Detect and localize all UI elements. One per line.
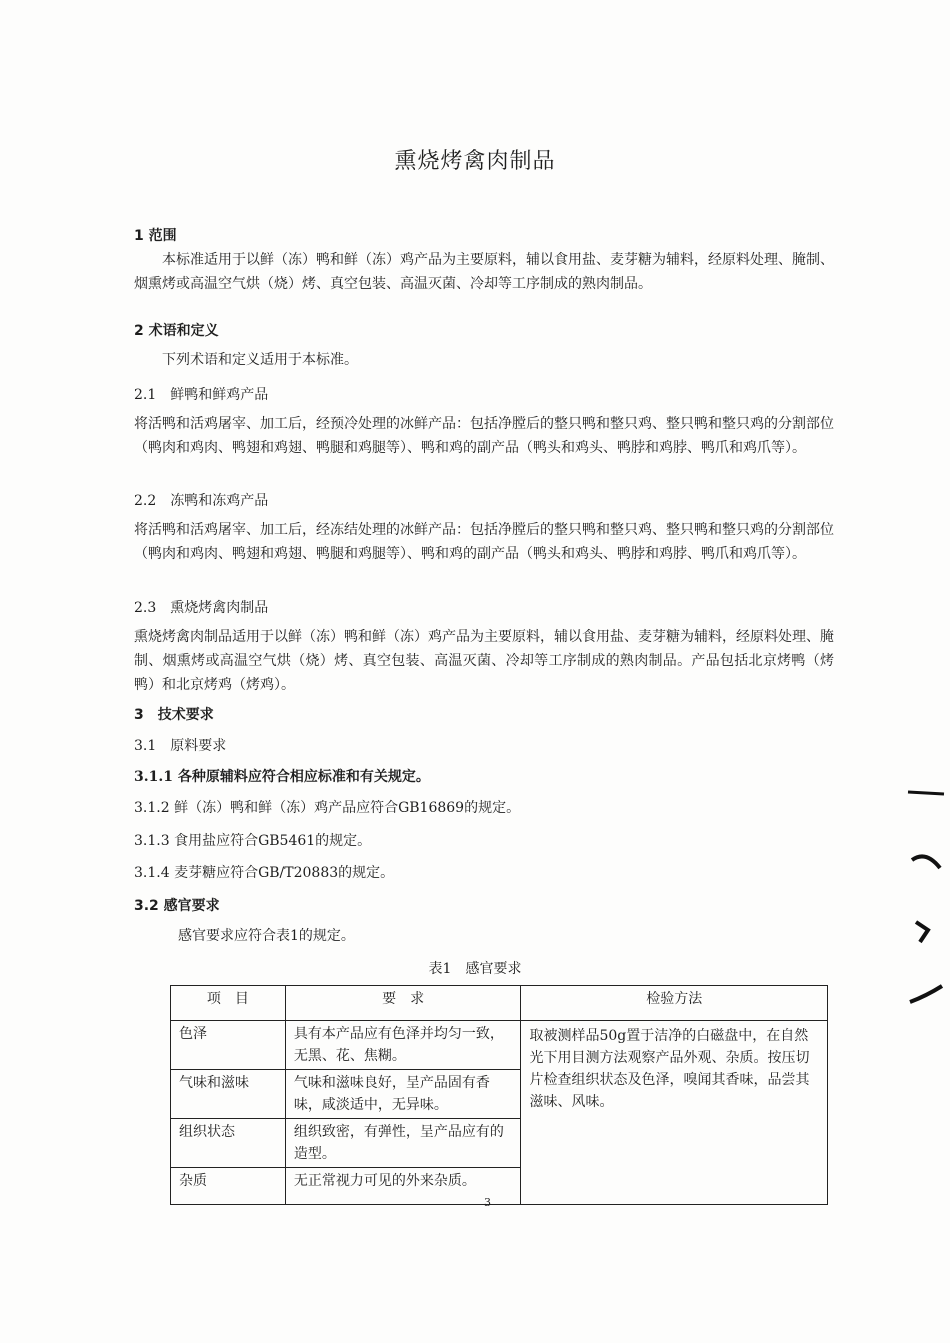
- section-2-2-text: 将活鸭和活鸡屠宰、加工后，经冻结处理的冰鲜产品：包括净膛后的整只鸭和整只鸡、整只鸭和整只鸡的分割部位（鸭肉和鸡肉、鸭翅和鸡翅、鸭腿和鸡腿等）、鸭和鸡的副产品（鸭头和鸡头、鸭脖和鸡脖、鸭爪和鸡爪等）。: [134, 522, 834, 562]
- header-method: 检验方法: [521, 986, 828, 1021]
- section-3-1-3: 3.1.3 食用盐应符合GB5461的规定。: [134, 833, 372, 849]
- row-requirement: 无正常视力可见的外来杂质。: [285, 1168, 521, 1205]
- header-item: 项 目: [171, 986, 286, 1021]
- row-item: 气味和滋味: [171, 1070, 286, 1119]
- section-2-3-heading: 2.3 熏烧烤禽肉制品: [134, 600, 269, 616]
- document-title: 熏烧烤禽肉制品: [394, 149, 556, 174]
- scan-edge-artifact: [906, 520, 946, 1020]
- section-3-1-heading: 3.1 原料要求: [134, 738, 227, 754]
- section-3-2-heading: 3.2 感官要求: [134, 898, 220, 914]
- table-row: [171, 1021, 828, 1070]
- sensory-requirements-table: [170, 985, 828, 1205]
- header-requirement: 要 求: [285, 986, 521, 1021]
- section-1-text-content: 本标准适用于以鲜（冻）鸭和鲜（冻）鸡产品为主要原料，辅以食用盐、麦芽糖为辅料，经原料处理、腌制、烟熏烤或高温空气烘（烧）烤、真空包装、高温灭菌、冷却等工序制成的熟肉制品。: [134, 252, 834, 292]
- table-caption: 表1 感官要求: [428, 961, 522, 977]
- section-1-text: [134, 248, 834, 296]
- row-requirement: 组织致密，有弹性，呈产品应有的造型。: [285, 1119, 521, 1168]
- row-item: 杂质: [171, 1168, 286, 1205]
- row-requirement: 气味和滋味良好，呈产品固有香味，咸淡适中，无异味。: [285, 1070, 521, 1119]
- row-requirement: 具有本产品应有色泽并均匀一致，无黑、花、焦糊。: [285, 1021, 521, 1070]
- row-item: 组织状态: [171, 1119, 286, 1168]
- section-2-intro: 下列术语和定义适用于本标准。: [162, 352, 358, 368]
- method-cell: 取被测样品50g置于洁净的白磁盘中，在自然光下用目测方法观察产品外观、杂质。按压切片检查组织状态及色泽，嗅闻其香味，品尝其滋味、风味。: [521, 1021, 828, 1205]
- section-3-1-4: 3.1.4 麦芽糖应符合GB/T20883的规定。: [134, 865, 395, 881]
- section-2-1-heading: 2.1 鲜鸭和鲜鸡产品: [134, 387, 269, 403]
- section-3-2-text: 感官要求应符合表1的规定。: [178, 928, 355, 944]
- section-2-3-text: 熏烧烤禽肉制品适用于以鲜（冻）鸭和鲜（冻）鸡产品为主要原料，辅以食用盐、麦芽糖为辅料，经原料处理、腌制、烟熏烤或高温空气烘（烧）烤、真空包装、高温灭菌、冷却等工序制成的熟肉制品。产品包括北京烤鸭（烤鸭）和北京烤鸡（烤鸡）。: [134, 629, 834, 693]
- section-3-1-1: 3.1.1 各种原辅料应符合相应标准和有关规定。: [134, 769, 430, 785]
- section-3-heading: 3 技术要求: [134, 707, 214, 723]
- section-2-1-text: 将活鸭和活鸡屠宰、加工后，经预冷处理的冰鲜产品：包括净膛后的整只鸭和整只鸡、整只鸭和整只鸡的分割部位（鸭肉和鸡肉、鸭翅和鸡翅、鸭腿和鸡腿等）、鸭和鸡的副产品（鸭头和鸡头、鸭脖和鸡脖、鸭爪和鸡爪等）。: [134, 416, 834, 456]
- section-2-heading: 2 术语和定义: [134, 323, 219, 339]
- section-1-heading: 1 范围: [134, 228, 177, 244]
- row-item: 色泽: [171, 1021, 286, 1070]
- page-number: 3: [484, 1196, 491, 1209]
- section-2-2-heading: 2.2 冻鸭和冻鸡产品: [134, 493, 269, 509]
- table-header-row: [171, 986, 828, 1021]
- section-3-1-2: 3.1.2 鲜（冻）鸭和鲜（冻）鸡产品应符合GB16869的规定。: [134, 800, 521, 816]
